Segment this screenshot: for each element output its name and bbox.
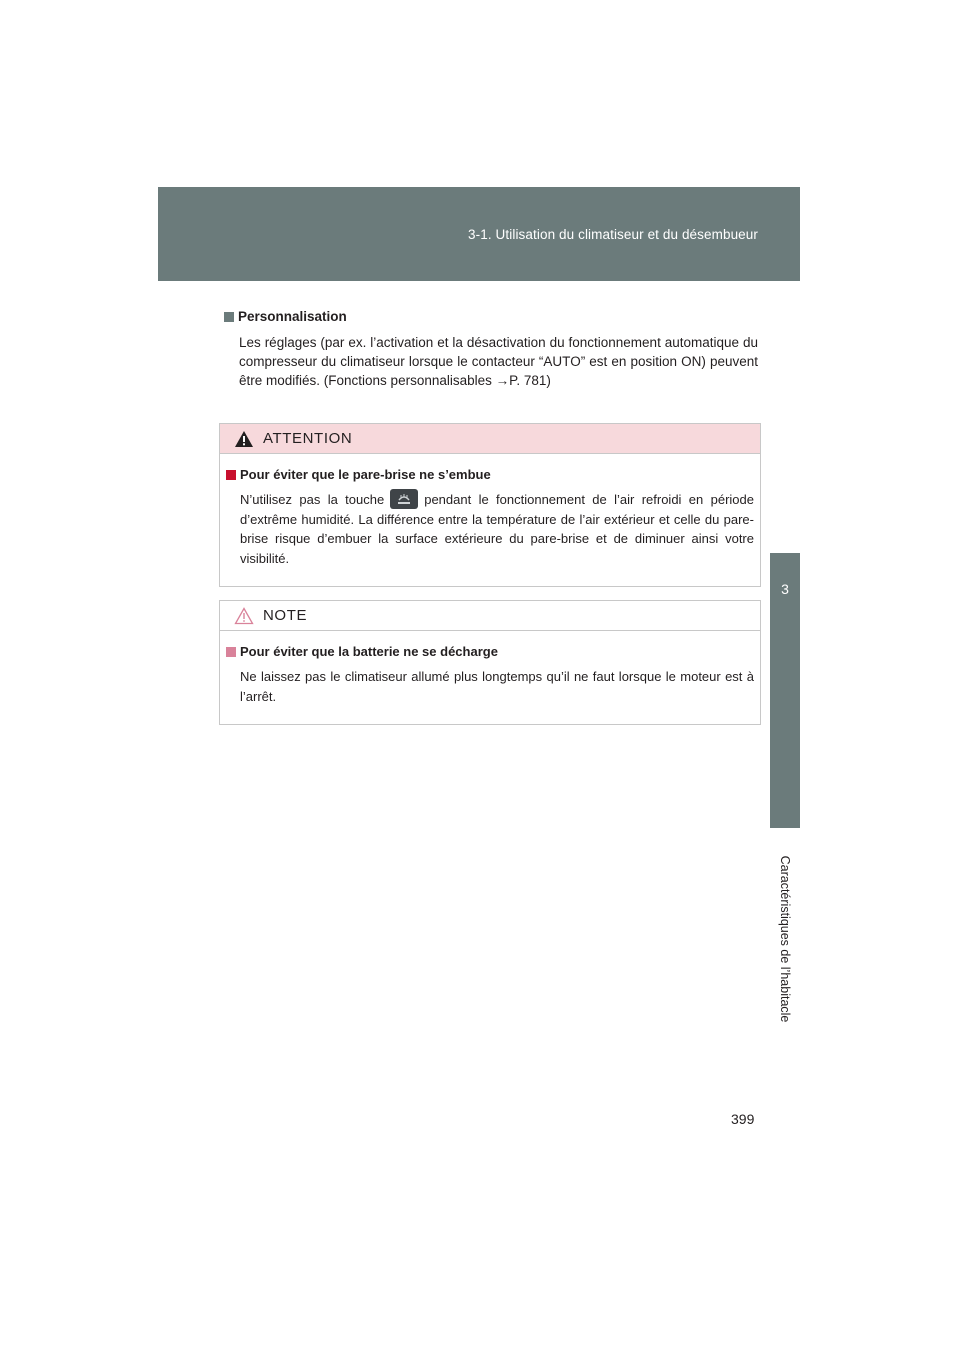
chapter-label: Caractéristiques de l’habitacle	[778, 855, 792, 1023]
personalisation-section	[224, 309, 758, 390]
header-band	[158, 187, 800, 281]
attention-content	[220, 454, 760, 582]
front-defog-button-icon[interactable]	[390, 489, 418, 509]
attention-box	[219, 423, 761, 587]
note-text: Ne laissez pas le climatiseur allumé plus longtemps qu’il ne faut lorsque le moteur est à l’arrêt.	[240, 669, 754, 704]
note-subheading	[226, 644, 754, 659]
attention-text-after: pendant le fonctionnement de l’air refroidi en période d’extrême humidité. La différence entre la température de l’air extérieur et celle du pare-brise risque d’embuer la surface extérieure du pare-brise et de diminuer ainsi votre visibilité.	[240, 492, 754, 566]
chapter-number: 3	[781, 581, 789, 597]
section-title: 3-1. Utilisation du climatiseur et du désembueur	[468, 227, 758, 242]
square-bullet-icon	[226, 470, 236, 480]
caution-triangle-outline-icon	[234, 607, 254, 625]
note-content	[220, 631, 760, 720]
square-bullet-icon	[224, 312, 234, 322]
personalisation-heading	[224, 309, 758, 324]
chapter-label-container	[769, 832, 801, 1072]
chapter-tab	[770, 553, 800, 828]
attention-title: ATTENTION	[263, 430, 353, 447]
attention-header	[220, 424, 760, 454]
warning-triangle-icon	[234, 430, 254, 448]
attention-subheading	[226, 467, 754, 482]
attention-text	[240, 490, 754, 568]
note-title: NOTE	[263, 607, 308, 624]
square-bullet-icon	[226, 647, 236, 657]
note-header	[220, 601, 760, 631]
page-number: 399	[731, 1111, 755, 1127]
note-subheading-text: Pour éviter que la batterie ne se décharge	[240, 644, 498, 659]
personalisation-heading-text: Personnalisation	[238, 309, 347, 324]
personalisation-body: Les réglages (par ex. l’activation et la désactivation du fonctionnement automatique du compresseur du climatiseur lorsque le contacteur “AUTO” est en position ON) peuvent être modifiés. (Fonctions personnalisables →P. 781)	[239, 335, 758, 388]
note-box	[219, 600, 761, 725]
attention-text-before: N’utilisez pas la touche	[240, 492, 385, 507]
attention-subheading-text: Pour éviter que le pare-brise ne s’embue	[240, 467, 491, 482]
